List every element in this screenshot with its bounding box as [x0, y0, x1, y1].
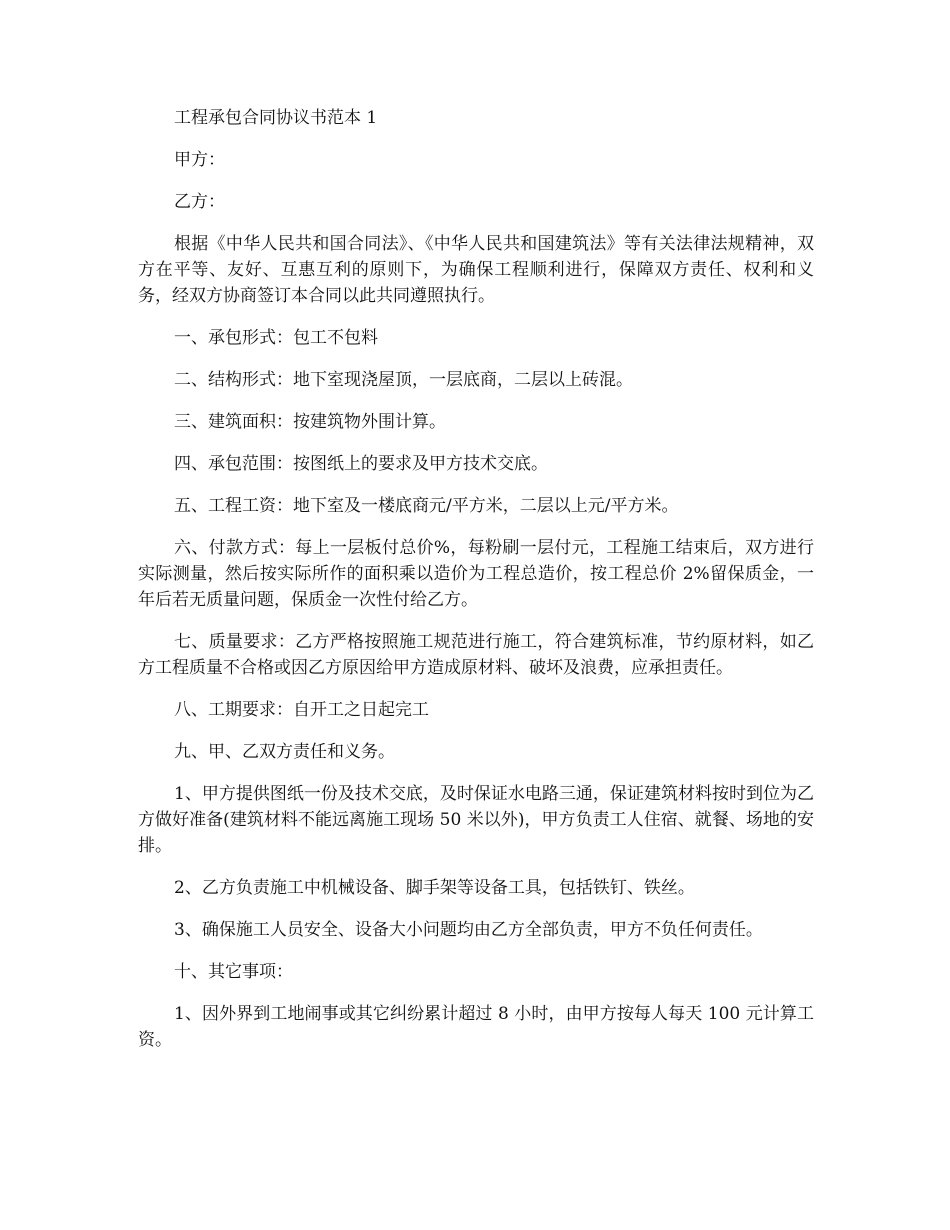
clause-schedule: 八、工期要求：自开工之日起完工 [174, 700, 429, 720]
clause-structure-form: 二、结构形式：地下室现浇屋顶，一层底商，二层以上砖混。 [174, 370, 633, 390]
clause-contract-form: 一、承包形式：包工不包料 [174, 328, 378, 348]
responsibility-item-1: 1、甲方提供图纸一份及技术交底，及时保证水电路三通，保证建筑材料按时到位为乙方做好准备(建筑材料不能远离施工现场 50 米以外)，甲方负责工人住宿、就餐、场地的安排。 [138, 784, 814, 856]
clause-payment: 六、付款方式：每上一层板付总价%，每粉刷一层付元，工程施工结束后，双方进行实际测量，然后按实际所作的面积乘以造价为工程总造价，按工程总价 2%留保质金，一年后若无质量问题，保质金一次性付给乙方。 [138, 538, 814, 610]
party-a-line: 甲方： [174, 150, 225, 170]
document-body [138, 105, 814, 1069]
clause-responsibilities: 九、甲、乙双方责任和义务。 [174, 742, 395, 762]
party-b-line: 乙方： [174, 192, 225, 212]
clause-other-matters: 十、其它事项： [174, 962, 293, 982]
preamble-paragraph: 根据《中华人民共和国合同法》、《中华人民共和国建筑法》等有关法律法规精神，双方在平等、友好、互惠互利的原则下，为确保工程顺利进行，保障双方责任、权利和义务，经双方协商签订本合同以此共同遵照执行。 [138, 234, 814, 306]
clause-building-area: 三、建筑面积：按建筑物外围计算。 [174, 412, 446, 432]
document-title: 工程承包合同协议书范本 1 [174, 108, 378, 128]
clause-contract-scope: 四、承包范围：按图纸上的要求及甲方技术交底。 [174, 454, 548, 474]
other-matters-item-1: 1、因外界到工地闹事或其它纠纷累计超过 8 小时，由甲方按每人每天 100 元计算工资。 [138, 1004, 814, 1050]
responsibility-item-2: 2、乙方负责施工中机械设备、脚手架等设备工具，包括铁钉、铁丝。 [174, 878, 695, 898]
clause-wages: 五、工程工资：地下室及一楼底商元/平方米，二层以上元/平方米。 [174, 496, 679, 516]
responsibility-item-3: 3、确保施工人员安全、设备大小问题均由乙方全部负责，甲方不负任何责任。 [174, 920, 763, 940]
clause-quality: 七、质量要求：乙方严格按照施工规范进行施工，符合建筑标准，节约原材料，如乙方工程质量不合格或因乙方原因给甲方造成原材料、破坏及浪费，应承担责任。 [138, 632, 814, 678]
